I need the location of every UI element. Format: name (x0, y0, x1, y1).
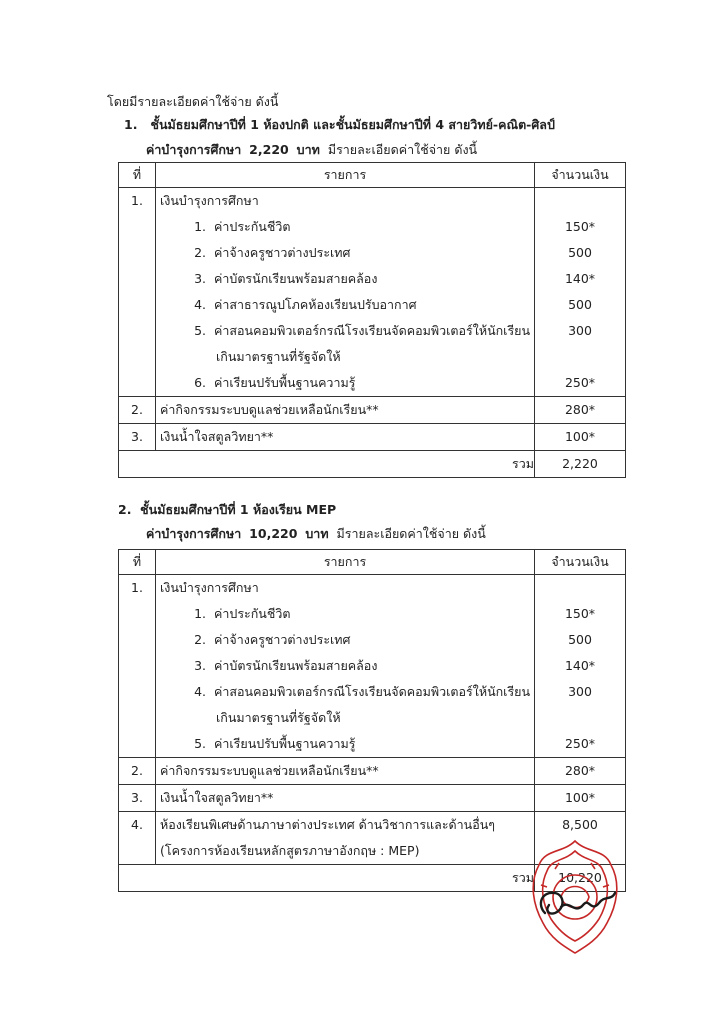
subitem-no: 1. (194, 219, 206, 234)
section1-fee-tail: มีรายละเอียดค่าใช้จ่าย ดังนี้ (327, 142, 478, 157)
row-label: ห้องเรียนพิเศษด้านภาษาต่างประเทศ ด้านวิชาการและด้านอื่นๆ (160, 817, 495, 832)
subitem-no: 5. (194, 736, 206, 751)
subitem-amount: 140* (564, 658, 596, 673)
section1-fee-line (146, 140, 477, 160)
subitem-label-continued: เกินมาตรฐานที่รัฐจัดให้ (216, 710, 341, 725)
header-no: ที่ (119, 163, 156, 188)
table-row (119, 575, 626, 758)
section2-fee-amount: 10,220 (249, 526, 298, 541)
row-no: 4. (131, 817, 143, 832)
row-no: 3. (131, 429, 143, 444)
list-item (160, 318, 534, 344)
total-label: รวม (512, 456, 534, 471)
subitem-no: 3. (194, 658, 206, 673)
table-header-row (119, 550, 626, 575)
row-amount: 8,500 (562, 817, 598, 832)
subitem-no: 3. (194, 271, 206, 286)
section2-number: 2. (118, 502, 132, 517)
header-item: รายการ (156, 550, 535, 575)
row-amount: 280* (564, 763, 596, 778)
list-item (160, 370, 534, 396)
list-item (160, 266, 534, 292)
subitem-no: 2. (194, 632, 206, 647)
subitem-label-continued: เกินมาตรฐานที่รัฐจัดให้ (216, 349, 341, 364)
list-item (160, 601, 534, 627)
section1-number: 1. (124, 117, 138, 132)
row-no: 3. (131, 790, 143, 805)
section2-fee-unit: บาท (305, 526, 329, 541)
row-label: เงินน้ำใจสตูลวิทยา** (160, 790, 274, 805)
row-title: เงินบำรุงการศึกษา (160, 580, 259, 595)
subitem-no: 4. (194, 297, 206, 312)
section1-fee-amount: 2,220 (249, 142, 289, 157)
list-item (160, 731, 534, 757)
total-amount: 2,220 (562, 456, 598, 471)
subitem-no: 5. (194, 323, 206, 338)
table-row (119, 188, 626, 397)
table-total-row (119, 451, 626, 478)
subitem-amount: 250* (564, 736, 596, 751)
list-item (160, 679, 534, 705)
subitem-label: ค่าสอนคอมพิวเตอร์กรณีโรงเรียนจัดคอมพิวเตอร์ให้นักเรียน (214, 684, 531, 699)
section1-heading (124, 115, 555, 135)
header-amount: จำนวนเงิน (535, 550, 626, 575)
subitem-label: ค่าเรียนปรับพื้นฐานความรู้ (214, 736, 356, 751)
section2-fee-line (146, 524, 486, 544)
table-row (119, 397, 626, 424)
intro-text: โดยมีรายละเอียดค่าใช้จ่าย ดังนี้ (107, 94, 279, 109)
section1-title: ชั้นมัธยมศึกษาปีที่ 1 ห้องปกติ และชั้นมัธยมศึกษาปีที่ 4 สายวิทย์-คณิต-ศิลป์ (150, 117, 555, 132)
subitem-amount: 500 (568, 632, 592, 647)
subitem-amount: 500 (568, 245, 592, 260)
row-label: เงินน้ำใจสตูลวิทยา** (160, 429, 274, 444)
section2-fee-tail: มีรายละเอียดค่าใช้จ่าย ดังนี้ (336, 526, 486, 541)
subitem-amount: 300 (568, 684, 592, 699)
subitem-label: ค่าประกันชีวิต (214, 606, 291, 621)
row-label: ค่ากิจกรรมระบบดูแลช่วยเหลือนักเรียน** (160, 402, 379, 417)
row-amount: 280* (564, 402, 596, 417)
list-item (160, 214, 534, 240)
subitem-no: 4. (194, 684, 206, 699)
total-amount: 10,220 (558, 870, 602, 885)
subitem-no: 2. (194, 245, 206, 260)
list-item (160, 627, 534, 653)
subitem-amount: 250* (564, 375, 596, 390)
row-title: เงินบำรุงการศึกษา (160, 193, 259, 208)
subitem-no: 6. (194, 375, 206, 390)
section1-fee-unit: บาท (296, 142, 320, 157)
row-no: 2. (131, 402, 143, 417)
subitem-no: 1. (194, 606, 206, 621)
section1-fee-label: ค่าบำรุงการศึกษา (146, 142, 242, 157)
list-item (160, 653, 534, 679)
total-label: รวม (512, 870, 534, 885)
list-item (160, 240, 534, 266)
subitem-label: ค่าสาธารณูปโภคห้องเรียนปรับอากาศ (214, 297, 417, 312)
school-seal-icon (525, 835, 625, 995)
section2-heading (118, 500, 336, 520)
row-amount: 100* (564, 790, 596, 805)
subitem-label: ค่าจ้างครูชาวต่างประเทศ (214, 632, 351, 647)
subitem-label: ค่าประกันชีวิต (214, 219, 291, 234)
table-row (119, 785, 626, 812)
header-item: รายการ (156, 163, 535, 188)
subitem-label: ค่าสอนคอมพิวเตอร์กรณีโรงเรียนจัดคอมพิวเตอร์ให้นักเรียน (214, 323, 531, 338)
header-amount: จำนวนเงิน (535, 163, 626, 188)
row-no: 1. (131, 193, 143, 208)
row-amount: 100* (564, 429, 596, 444)
subitem-label: ค่าเรียนปรับพื้นฐานความรู้ (214, 375, 356, 390)
row-no: 2. (131, 763, 143, 778)
header-no: ที่ (119, 550, 156, 575)
subitem-label: ค่าบัตรนักเรียนพร้อมสายคล้อง (214, 658, 378, 673)
subitem-amount: 150* (564, 219, 596, 234)
fee-table-1 (118, 162, 626, 478)
row-label-continued: (โครงการห้องเรียนหลักสูตรภาษาอังกฤษ : MEP) (160, 843, 420, 858)
subitem-label: ค่าจ้างครูชาวต่างประเทศ (214, 245, 351, 260)
subitem-amount: 300 (568, 323, 592, 338)
subitem-amount: 140* (564, 271, 596, 286)
section2-fee-label: ค่าบำรุงการศึกษา (146, 526, 242, 541)
list-item (160, 292, 534, 318)
table-row (119, 758, 626, 785)
subitem-amount: 500 (568, 297, 592, 312)
section2-title: ชั้นมัธยมศึกษาปีที่ 1 ห้องเรียน MEP (140, 502, 337, 517)
subitem-amount: 150* (564, 606, 596, 621)
row-label: ค่ากิจกรรมระบบดูแลช่วยเหลือนักเรียน** (160, 763, 379, 778)
table-row (119, 424, 626, 451)
table-header-row (119, 163, 626, 188)
row-no: 1. (131, 580, 143, 595)
subitem-label: ค่าบัตรนักเรียนพร้อมสายคล้อง (214, 271, 378, 286)
